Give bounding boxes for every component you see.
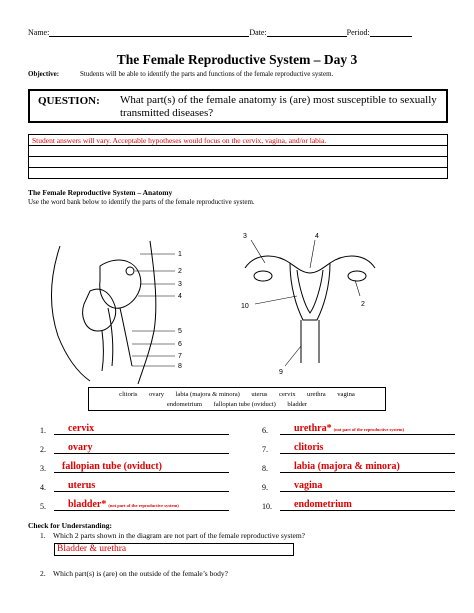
header-line <box>28 28 412 37</box>
answer-number: 9. <box>262 483 268 492</box>
answer-blank[interactable] <box>54 423 229 435</box>
ovary-shape <box>126 267 134 275</box>
answer-row-5 <box>40 499 229 511</box>
answer-text: uterus <box>68 480 96 491</box>
answer-note: (not part of the reproductive system) <box>333 427 405 432</box>
answer-blank[interactable] <box>280 499 455 511</box>
question-text: What part(s) of the female anatomy is (are) most susceptible to sexually transmitted diseases? <box>120 94 437 119</box>
diagram-left-label: 3 <box>178 281 182 288</box>
answer-text: ovary <box>68 442 93 453</box>
answer-text: endometrium <box>294 499 352 510</box>
sagittal-diagram <box>40 236 230 386</box>
front-outline <box>138 241 156 384</box>
answer-text: cervix <box>68 423 95 434</box>
uterus-cavity <box>297 270 323 313</box>
answer-number: 4. <box>40 483 46 492</box>
name-label: Name: <box>28 28 50 37</box>
answer-text: vagina <box>294 480 323 491</box>
answer-number: 1. <box>40 426 46 435</box>
answer-text: labia (majora & minora) <box>294 461 400 472</box>
answer-number: 2. <box>40 445 46 454</box>
answer-row-7 <box>262 442 455 454</box>
word-bank-line-1: clitoris ovary labia (majora & minora) uterus cervix urethra vagina <box>119 391 355 398</box>
question-box <box>28 89 448 123</box>
answer-note: (not part of the reproductive system) <box>108 503 179 508</box>
fallopian-tubes <box>245 256 375 273</box>
answer-row-6 <box>262 423 455 435</box>
answer-row-3 <box>40 461 229 473</box>
right-ovary <box>348 271 366 281</box>
answer-row-10 <box>262 499 455 511</box>
date-blank[interactable] <box>267 28 347 37</box>
diagram-left-label: 7 <box>178 353 182 360</box>
diagram-left-label: 6 <box>178 341 182 348</box>
check-title: Check for Understanding: <box>28 521 113 530</box>
answer-blank[interactable] <box>54 461 229 473</box>
answer-blank[interactable] <box>54 480 229 492</box>
diagram-right-label: 4 <box>315 233 319 240</box>
answer-row-2 <box>40 442 229 454</box>
section-instruction: Use the word bank below to identify the parts of the female reproductive system. <box>28 198 255 206</box>
answer-row-1 <box>40 423 229 435</box>
answer-table <box>28 134 448 179</box>
answer-line-3[interactable] <box>29 157 448 168</box>
urethra-tube <box>102 331 104 371</box>
period-label: Period: <box>346 28 370 37</box>
answer-number: 3. <box>40 464 46 473</box>
section-title: The Female Reproductive System – Anatomy <box>28 188 173 197</box>
diagram-left-label: 1 <box>178 251 182 258</box>
answer-text: clitoris <box>294 442 324 453</box>
frontal-diagram <box>235 228 385 378</box>
diagram-left-label: 2 <box>178 268 182 275</box>
name-blank[interactable] <box>49 28 249 37</box>
vagina-tube <box>108 308 113 366</box>
answer-blank[interactable] <box>54 499 229 511</box>
answer-number: 5. <box>40 502 46 511</box>
question-label: QUESTION: <box>38 95 100 107</box>
uterus-outline <box>290 263 330 320</box>
objective <box>28 70 333 78</box>
diagram-left-label: 5 <box>178 328 182 335</box>
objective-text: Students will be able to identify the parts and functions of the female reproductive system. <box>80 70 334 78</box>
answer-line-2[interactable] <box>29 146 448 157</box>
left-ovary <box>254 271 272 281</box>
answer-blank[interactable] <box>54 442 229 454</box>
rectum-tube <box>120 308 132 366</box>
answer-text: bladder* <box>68 499 107 510</box>
check-question-1: 1. Which 2 parts shown in the diagram are not part of the female reproductive system? <box>40 531 305 540</box>
answer-text: fallopian tube (oviduct) <box>62 461 163 472</box>
answer-blank[interactable] <box>280 480 455 492</box>
page-title: The Female Reproductive System – Day 3 <box>116 52 358 67</box>
answer-number: 10. <box>262 502 272 511</box>
answer-line-4[interactable] <box>29 168 448 179</box>
check-answer-1[interactable]: Bladder & urethra <box>54 543 294 556</box>
diagram-right-label: 2 <box>361 301 365 308</box>
diagram-right-label: 10 <box>241 303 249 310</box>
word-bank-line-2: endometrium fallopian tube (oviduct) bladder <box>166 401 308 408</box>
check-question-2: 2. Which part(s) is (are) on the outside of the female’s body? <box>40 569 228 578</box>
diagram-right-label: 9 <box>279 369 283 376</box>
answer-blank[interactable] <box>280 442 455 454</box>
vagina-walls <box>301 320 319 363</box>
diagram-right-label: 3 <box>243 233 247 240</box>
answer-text: urethra* <box>294 423 332 434</box>
answer-number: 6. <box>262 426 268 435</box>
answer-row-8 <box>262 461 455 473</box>
answer-line-1[interactable]: Student answers will vary. Acceptable hypotheses would focus on the cervix, vagina, and/or labia. <box>29 135 448 146</box>
period-blank[interactable] <box>370 28 412 37</box>
diagram-left-label: 8 <box>178 363 182 370</box>
answer-number: 8. <box>262 464 268 473</box>
uterus-shape <box>100 260 141 308</box>
back-outline <box>51 246 90 381</box>
answer-row-4 <box>40 480 229 492</box>
word-bank <box>88 387 386 411</box>
diagram-left-label: 4 <box>178 293 182 300</box>
objective-label: Objective: <box>28 70 60 78</box>
answer-blank[interactable] <box>280 423 455 435</box>
answer-blank[interactable] <box>280 461 455 473</box>
answer-row-9 <box>262 480 455 492</box>
answer-number: 7. <box>262 445 268 454</box>
date-label: Date: <box>249 28 267 37</box>
